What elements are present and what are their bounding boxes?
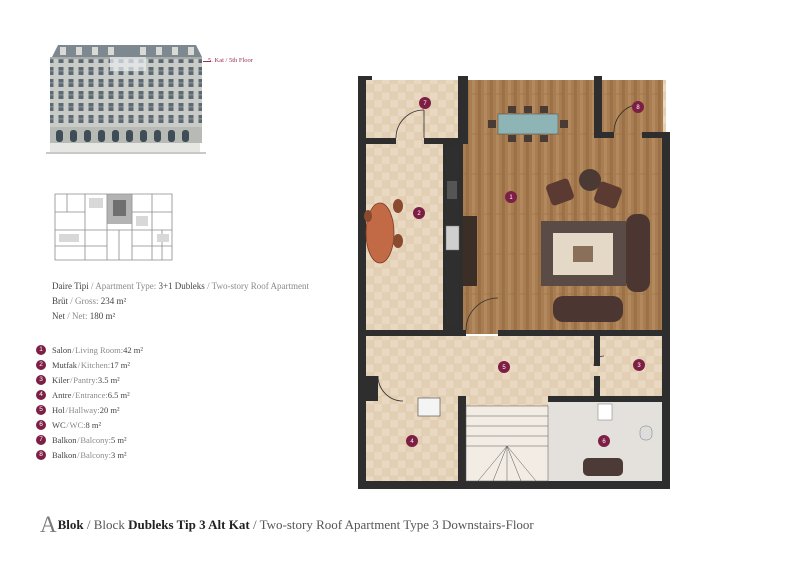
room-name-en: Balcony: — [80, 434, 112, 445]
title-block: Block — [93, 517, 129, 532]
room-name-en: Living Room: — [75, 344, 124, 355]
room-name-en: Pantry: — [73, 374, 98, 385]
room-area: 20 m² — [99, 404, 120, 415]
room-name-tr: Balkon — [52, 434, 77, 445]
room-marker-2 — [413, 207, 425, 219]
title-type: Dubleks Tip 3 Alt Kat — [128, 517, 250, 532]
room-name-tr: Antre — [52, 389, 72, 400]
room-name-tr: WC — [52, 419, 66, 430]
title-sep2: / — [249, 517, 260, 532]
spec-net-en: Net: — [72, 311, 90, 321]
room-legend — [36, 342, 143, 462]
spec-type-value: 3+1 Dubleks — [158, 281, 205, 291]
gross-area-spec — [52, 296, 126, 306]
svg-text:4: 4 — [410, 439, 414, 445]
list-item: 1 Salon / Living Room: 42 m² — [36, 342, 143, 357]
list-item: 3 Kiler / Pantry: 3.5 m² — [36, 372, 143, 387]
list-item: 8 Balkon / Balcony: 3 m² — [36, 447, 143, 462]
title-sep1: / — [83, 517, 94, 532]
room-marker-6 — [598, 435, 610, 447]
room-name-tr: Balkon — [52, 449, 77, 460]
building-elevation-image — [46, 41, 206, 156]
room-name-tr: Mutfak — [52, 359, 78, 370]
svg-text:3: 3 — [637, 363, 641, 369]
room-name-tr: Kiler — [52, 374, 70, 385]
spec-net-sep: / — [65, 311, 73, 321]
room-name-tr: Salon — [52, 344, 72, 355]
spec-gross-sep: / — [68, 296, 76, 306]
list-item: 2 Mutfak / Kitchen: 17 m² — [36, 357, 143, 372]
svg-text:6: 6 — [602, 439, 606, 445]
svg-text:1: 1 — [509, 195, 513, 201]
net-area-spec — [52, 311, 115, 321]
spec-gross-value: 234 m² — [100, 296, 127, 306]
room-name-en: Entrance: — [75, 389, 108, 400]
list-item: 5 Hol / Hallway: 20 m² — [36, 402, 143, 417]
floor-label-separator: / — [223, 57, 229, 64]
title-blok: Blok — [57, 517, 84, 532]
room-number-badge: 4 — [36, 390, 46, 400]
room-marker-3 — [633, 359, 645, 371]
floor-plan — [358, 76, 670, 489]
spec-gross-en: Gross: — [75, 296, 101, 306]
spec-gross-tr: Brüt — [52, 296, 69, 306]
spec-type-en: Apartment Type: — [95, 281, 159, 291]
room-area: 6.5 m² — [107, 389, 130, 400]
room-area: 3 m² — [111, 449, 127, 460]
floor-label-tr: 5. Kat — [208, 57, 224, 64]
spec-type-en2: Two-story Roof Apartment — [211, 281, 310, 291]
room-number-badge: 7 — [36, 435, 46, 445]
svg-text:5: 5 — [502, 365, 506, 371]
spec-net-value: 180 m² — [89, 311, 116, 321]
room-area: 5 m² — [111, 434, 127, 445]
room-number-badge: 2 — [36, 360, 46, 370]
room-marker-8 — [632, 101, 644, 113]
room-name-tr: Hol — [52, 404, 65, 415]
room-marker-5 — [498, 361, 510, 373]
room-number-badge: 6 — [36, 420, 46, 430]
room-area: 42 m² — [123, 344, 143, 355]
svg-text:2: 2 — [417, 211, 421, 217]
title-block-letter: A — [40, 512, 57, 537]
key-plan-image — [47, 190, 182, 265]
spec-type-sep: / — [88, 281, 96, 291]
list-item: 4 Antre / Entrance: 6.5 m² — [36, 387, 143, 402]
room-area: 8 m² — [85, 419, 102, 430]
list-item: 7 Balkon / Balcony: 5 m² — [36, 432, 143, 447]
room-area: 17 m² — [110, 359, 130, 370]
spec-net-tr: Net — [52, 311, 65, 321]
room-number-badge: 3 — [36, 375, 46, 385]
room-area: 3.5 m² — [97, 374, 120, 385]
page-title — [40, 512, 534, 538]
title-en: Two-story Roof Apartment Type 3 Downstairs-Floor — [259, 517, 534, 532]
room-marker-7 — [419, 97, 431, 109]
room-name-en: Hallway: — [68, 404, 100, 415]
room-number-badge: 8 — [36, 450, 46, 460]
room-marker-1 — [505, 191, 517, 203]
apartment-type-spec — [52, 281, 309, 291]
room-name-en: WC: — [69, 419, 86, 430]
room-name-en: Balcony: — [80, 449, 112, 460]
svg-text:8: 8 — [636, 105, 640, 111]
room-name-en: Kitchen: — [80, 359, 111, 370]
room-number-badge: 1 — [36, 345, 46, 355]
floor-label-en: 5th Floor — [228, 57, 253, 64]
spec-type-tr: Daire Tipi — [52, 281, 89, 291]
list-item: 6 WC / WC: 8 m² — [36, 417, 143, 432]
floor-indicator-label — [208, 57, 253, 64]
svg-text:7: 7 — [423, 101, 427, 107]
room-number-badge: 5 — [36, 405, 46, 415]
spec-type-sep2: / — [204, 281, 212, 291]
room-marker-4 — [406, 435, 418, 447]
